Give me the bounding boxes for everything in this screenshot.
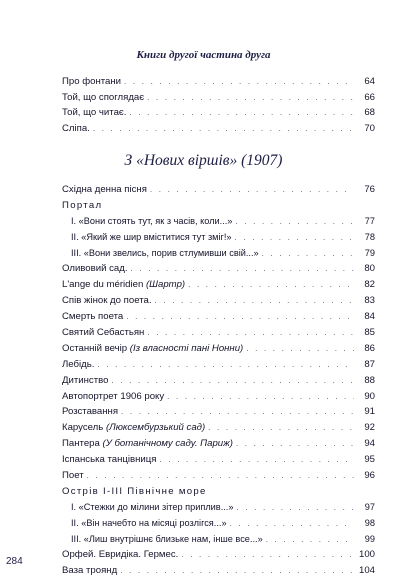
toc-entry-page: 90 [364,390,375,402]
dot-leader [262,249,354,258]
toc-entry [62,565,375,581]
toc-entry [62,327,375,343]
dot-leader [236,503,354,512]
toc-entry [62,295,375,311]
dot-leader [126,312,354,321]
toc-entry-page: 80 [364,263,375,275]
toc-entry [62,76,375,92]
toc-cycle-heading [62,200,375,216]
toc-section-2 [62,184,375,581]
dot-leader [266,535,354,544]
toc-entry-page: 95 [364,454,375,466]
toc-entry-page: 76 [364,184,375,195]
toc-entry-title [62,422,205,433]
toc-entry [62,375,375,391]
dot-leader [124,77,354,86]
toc-entry [62,343,375,359]
toc-entry-page: 83 [364,295,375,307]
dot-leader [246,344,354,353]
toc-entry-page: 64 [364,76,375,87]
toc-entry-title: Поет [62,470,84,482]
toc-entry-page: 68 [364,107,375,119]
toc-entry-title-note: (Люксембурзький сад) [105,422,206,434]
toc-entry-title: Ваза троянд [62,565,118,577]
dot-leader [236,439,354,448]
toc-entry-title: Смерть поета [62,311,124,323]
toc-entry-page: 88 [364,374,375,386]
dot-leader [147,328,354,337]
toc-entry-page: 77 [364,215,375,226]
toc-entry [62,470,375,486]
toc-entry [62,391,375,407]
dot-leader [93,124,354,133]
toc-entry [62,359,375,375]
toc-entry-title-note: (Із власності пані Нонни) [129,342,244,354]
toc-entry-page: 104 [358,565,375,577]
toc-entry-title [62,438,233,449]
toc-entry [62,406,375,422]
toc-entry-title: Про фонтани [62,76,122,87]
dot-leader [188,280,354,289]
toc-entry-title-main: Останній вечір [62,342,128,354]
dot-leader [150,185,354,194]
toc-entry-title: ІІІ. «Вони звелись, порив стлумивши свій...» [71,247,259,258]
section-title-new-poems: З «Нових віршів» (1907) [124,152,283,169]
toc-entry-page: 99 [364,533,375,544]
toc-entry-title: І. «Стежки до мілини зітер приплив...» [71,501,234,512]
dot-leader [160,455,355,464]
dot-leader [111,376,354,385]
toc-entry-title: Той, що читає. [62,107,127,119]
toc-entry-title: ІІ. «Який же шир вміститися тут зміг!» [71,231,232,242]
toc-entry [62,279,375,295]
toc-entry-page: 86 [364,342,375,354]
dot-leader [147,93,354,102]
dot-leader [167,392,354,401]
toc-subentry [62,502,375,518]
page-number: 284 [6,556,23,567]
dot-leader [181,550,354,559]
dot-leader [230,519,354,528]
toc-entry-page: 94 [364,438,375,450]
dot-leader [131,264,354,273]
toc-entry-title-main: L'ange du méridien [62,279,144,291]
toc-entry-title: Автопортрет 1906 року [62,390,165,402]
toc-entry-page: 87 [364,358,375,370]
toc-entry [62,454,375,470]
toc-entry-page: 70 [364,122,375,134]
toc-entry-title [62,279,185,290]
toc-entry-title: І. «Вони стоять тут, як з часів, коли...» [71,215,233,226]
toc-entry-page: 100 [358,549,375,561]
toc-entry [62,92,375,108]
dot-leader [235,233,354,242]
toc-entry-title-main: Карусель [62,422,104,434]
toc-entry [62,311,375,327]
toc-entry-page: 79 [364,247,375,258]
toc-entry-title: Оливовий сад. [62,263,128,275]
toc-entry-title: Східна денна пісня [62,184,147,195]
toc-entry-title: ІІІ. «Лиш внутрішнє близьке нам, інше все...» [71,533,263,544]
toc-entry-title: Лебідь. [62,358,95,370]
dot-leader [129,108,354,117]
toc-entry-title: Портал [62,199,103,211]
toc-entry [62,422,375,438]
toc-entry-title: Іспанська танцівниця [62,454,157,466]
toc-entry-title: Острів І-ІІІ Північне море [62,485,207,497]
toc-entry-page: 84 [364,311,375,323]
toc-entry [62,107,375,123]
toc-entry-title: Сліпа. [62,122,90,134]
toc-section-1 [62,76,375,138]
dot-leader [87,471,354,480]
toc-entry [62,184,375,200]
toc-entry-title: Спів жінок до поета. [62,295,152,307]
toc-entry-title [62,343,243,354]
toc-entry-page: 85 [364,327,375,339]
toc-entry [62,438,375,454]
toc-subentry [62,232,375,248]
toc-entry-title-main: Пантера [62,438,100,450]
toc-cycle-heading [62,486,375,502]
toc-entry-title: Розставання [62,406,119,418]
dot-leader [208,423,354,432]
dot-leader [120,566,354,575]
toc-entry [62,123,375,139]
toc-entry [62,263,375,279]
toc-entry-page: 91 [364,406,375,418]
toc-subentry [62,248,375,264]
toc-entry-title: Святий Себастьян [62,327,145,339]
toc-entry [62,549,375,565]
toc-subentry [62,216,375,232]
toc-entry-title: ІІ. «Він начебто на місяці розлігся...» [71,517,227,528]
toc-entry-title-note: (Шартр) [145,279,186,291]
toc-entry-page: 78 [364,231,375,242]
toc-entry-title-note: (У ботанічному саду. Париж) [102,438,233,450]
toc-entry-title: Дитинство [62,374,109,386]
toc-entry-page: 82 [364,279,375,291]
toc-entry-page: 98 [364,517,375,528]
toc-entry-page: 92 [364,422,375,434]
toc-entry-page: 97 [364,501,375,512]
dot-leader [155,296,355,305]
dot-leader [121,407,354,416]
dot-leader [97,360,354,369]
toc-entry-page: 96 [364,470,375,482]
section-title-books-second-part: Книги другої частина друга [136,49,271,61]
toc-subentry [62,518,375,534]
toc-entry-page: 66 [364,91,375,103]
toc-entry-title: Той, що споглядає [62,91,145,103]
toc-subentry [62,534,375,550]
toc-entry-title: Орфей. Евридіка. Гермес. [62,549,179,561]
dot-leader [235,217,354,226]
